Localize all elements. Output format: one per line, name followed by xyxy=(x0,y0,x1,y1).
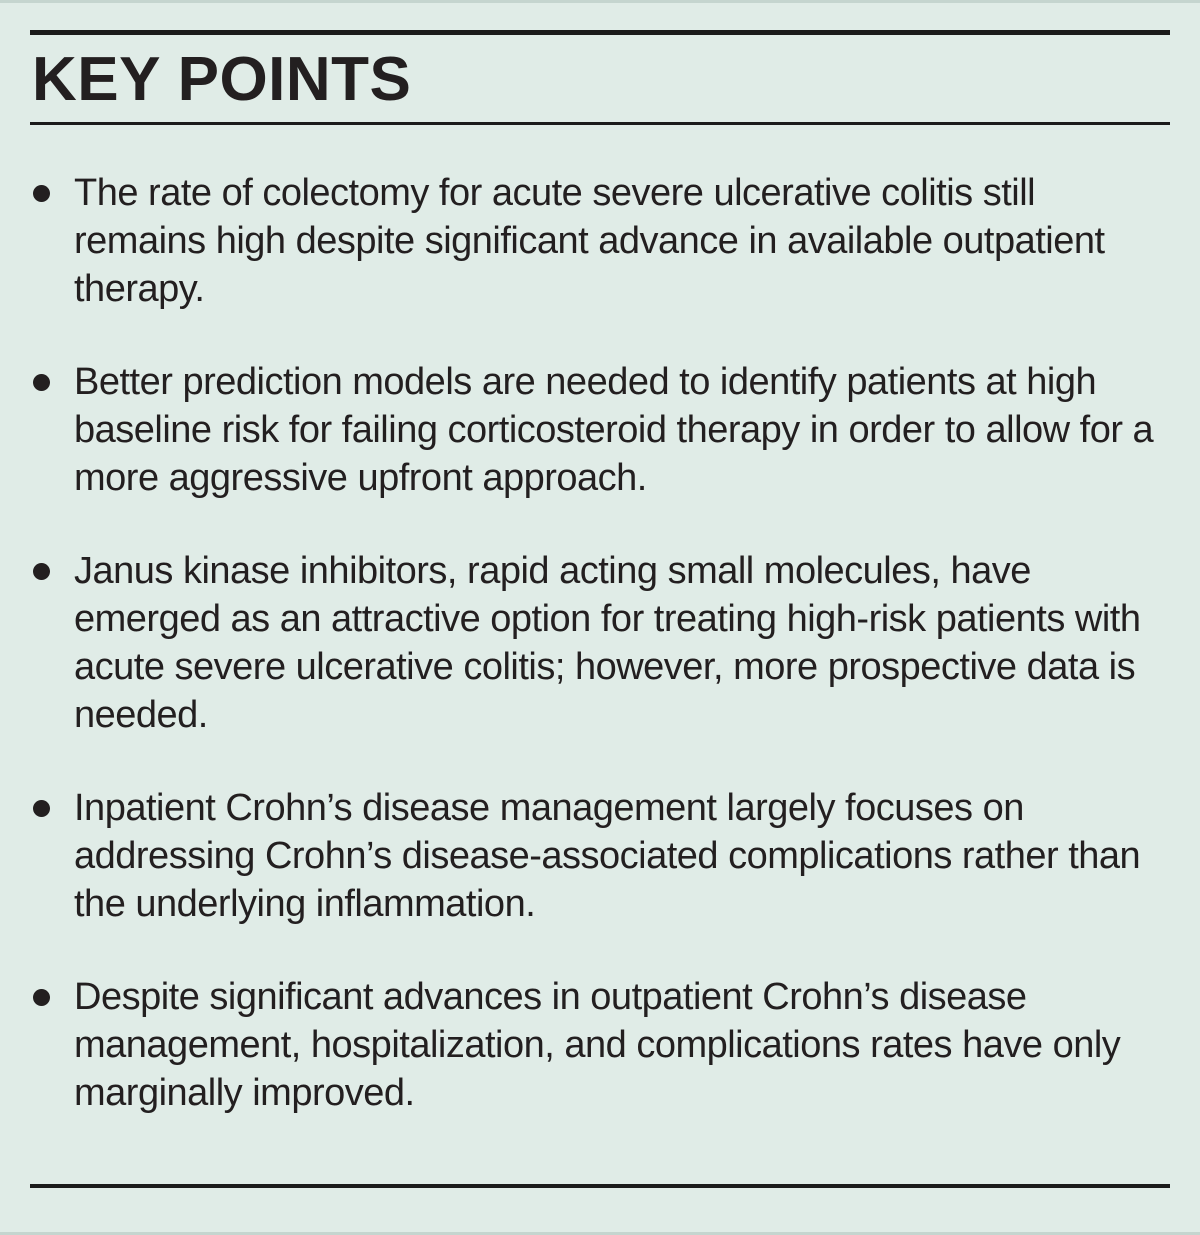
bullet-icon xyxy=(33,374,50,391)
bullet-icon xyxy=(33,800,50,817)
key-point-text: Inpatient Crohn’s disease management largely focuses on addressing Crohn’s disease-associated complications rather than the underlying inflammation. xyxy=(74,787,1141,925)
key-point-text: The rate of colectomy for acute severe ulcerative colitis still remains high despite significant advance in available outpatient therapy. xyxy=(74,172,1105,310)
top-rule xyxy=(30,30,1170,35)
key-point-item xyxy=(30,784,1170,928)
key-point-item xyxy=(30,169,1170,313)
key-points-list xyxy=(30,169,1170,1117)
key-point-item xyxy=(30,358,1170,502)
bottom-rule xyxy=(30,1184,1170,1188)
bullet-icon xyxy=(33,989,50,1006)
key-point-text: Better prediction models are needed to identify patients at high baseline risk for failing corticosteroid therapy in order to allow for a more aggressive upfront approach. xyxy=(74,361,1154,499)
bullet-icon xyxy=(33,185,50,202)
key-points-title: KEY POINTS xyxy=(32,45,412,114)
key-point-text: Despite significant advances in outpatient Crohn’s disease management, hospitalization, and complications rates have only marginally improved. xyxy=(74,976,1121,1114)
key-point-text: Janus kinase inhibitors, rapid acting small molecules, have emerged as an attractive option for treating high-risk patients with acute severe ulcerative colitis; however, more prospective data is needed. xyxy=(74,550,1141,736)
key-point-item xyxy=(30,973,1170,1117)
bullet-icon xyxy=(33,563,50,580)
title-underline-rule xyxy=(30,122,1170,125)
key-point-item xyxy=(30,547,1170,739)
